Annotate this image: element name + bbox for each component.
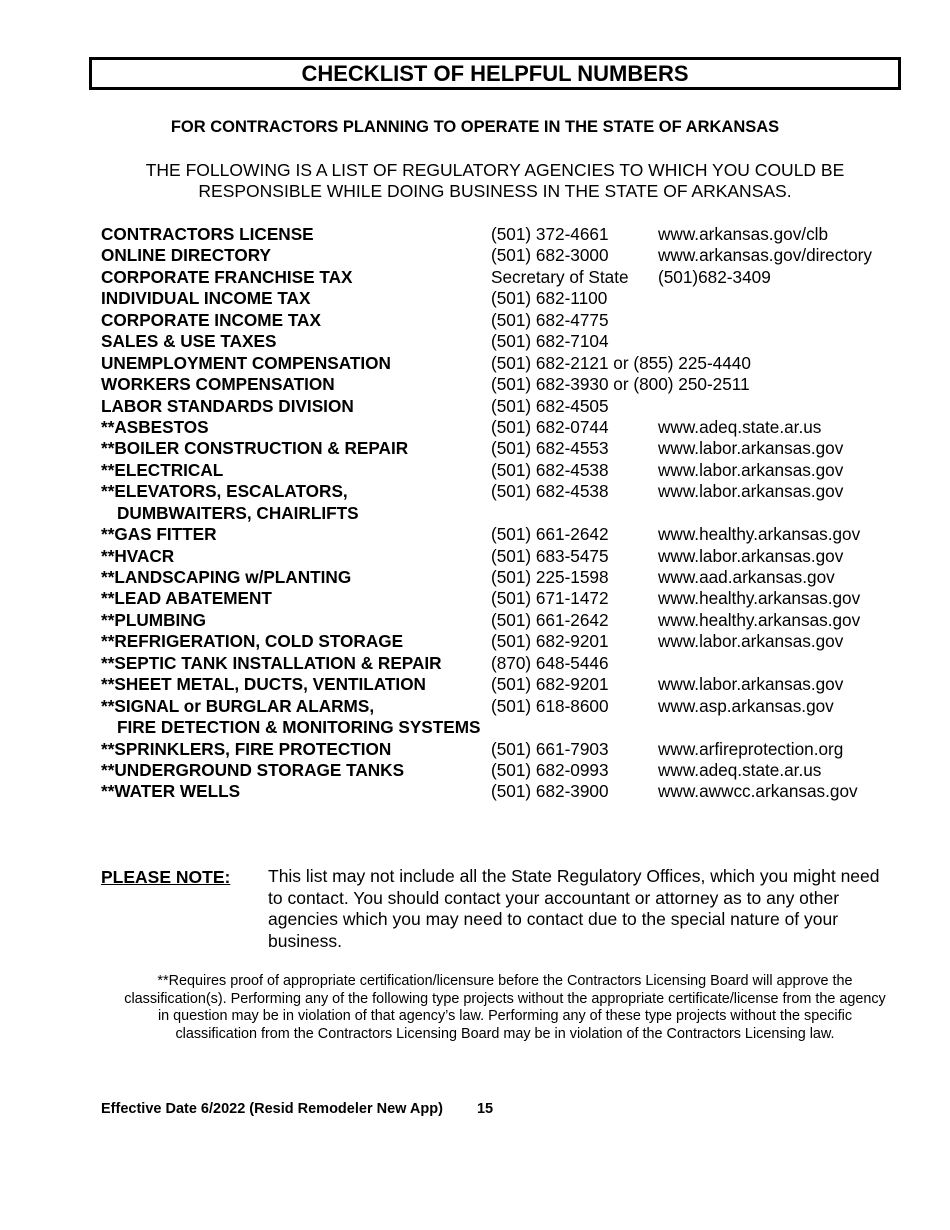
agency-row (101, 224, 921, 245)
agency-phone: (501) 682-2121 or (855) 225-4440 (491, 352, 751, 373)
agency-row (101, 438, 921, 459)
agency-name (101, 524, 217, 545)
agency-name-line1: INDIVIDUAL INCOME TAX (101, 288, 311, 309)
agency-phone: (501) 683-5475 (491, 545, 609, 566)
agency-phone: (501) 682-3000 (491, 245, 609, 266)
agency-phone: (501) 682-0993 (491, 759, 609, 780)
agency-name-line1: **PLUMBING (101, 609, 207, 630)
agency-name (101, 288, 310, 309)
agency-phone: (501) 682-4775 (491, 309, 609, 330)
agency-name-line1: **SEPTIC TANK INSTALLATION & REPAIR (101, 652, 442, 673)
agency-website: www.labor.arkansas.gov (658, 481, 844, 502)
agency-row (101, 331, 921, 352)
note-label: PLEASE NOTE: (101, 867, 231, 887)
agency-name (101, 224, 314, 245)
agency-row (101, 631, 921, 652)
agency-website: www.adeq.state.ar.us (658, 416, 822, 437)
agency-row (101, 374, 921, 395)
agency-name-line1: **WATER WELLS (101, 781, 241, 802)
agency-row (101, 245, 921, 266)
agency-row (101, 674, 921, 695)
agency-name-line1: **SIGNAL or BURGLAR ALARMS, (101, 695, 375, 716)
intro-paragraph: THE FOLLOWING IS A LIST OF REGULATORY AGENCIES TO WHICH YOU COULD BE RESPONSIBLE WHILE DOING BUSINESS IN THE STATE OF ARKANSAS. (145, 160, 845, 201)
agency-phone: (501) 682-4538 (491, 459, 609, 480)
agency-website: www.healthy.arkansas.gov (658, 609, 861, 630)
agency-website: www.adeq.state.ar.us (658, 759, 822, 780)
agency-phone: (501) 661-2642 (491, 524, 609, 545)
agency-website: www.aad.arkansas.gov (658, 567, 835, 588)
agency-name (101, 631, 403, 652)
agency-name-line1: **GAS FITTER (101, 524, 217, 545)
agency-row (101, 739, 921, 760)
agency-name-line1: **ELECTRICAL (101, 459, 224, 480)
agency-name (101, 760, 404, 781)
agency-row (101, 546, 921, 567)
page-number: 15 (476, 1101, 494, 1117)
footer (101, 1101, 493, 1117)
agency-row (101, 396, 921, 417)
agency-name (101, 567, 351, 588)
agency-row (101, 781, 921, 802)
agency-name-line1: **ELEVATORS, ESCALATORS, (101, 481, 348, 502)
agency-website: (501)682-3409 (658, 266, 771, 287)
agency-website: www.healthy.arkansas.gov (658, 524, 861, 545)
agency-name (101, 674, 426, 695)
agency-phone: Secretary of State (491, 266, 629, 287)
agency-row (101, 353, 921, 374)
agency-row (101, 524, 921, 545)
agency-row (101, 653, 921, 674)
agency-name-line1: **ASBESTOS (101, 416, 209, 437)
agency-phone: (501) 682-4538 (491, 481, 609, 502)
agency-row (101, 696, 921, 739)
agency-phone: (501) 618-8600 (491, 695, 609, 716)
agency-name (101, 310, 321, 331)
agency-website: www.arfireprotection.org (658, 738, 844, 759)
agency-phone: (501) 682-4505 (491, 395, 609, 416)
agency-name (101, 610, 206, 631)
agency-website: www.labor.arkansas.gov (658, 438, 844, 459)
agency-row (101, 610, 921, 631)
agency-name-line1: CORPORATE INCOME TAX (101, 309, 321, 330)
agency-website: www.healthy.arkansas.gov (658, 588, 861, 609)
agency-name-line1: **LANDSCAPING w/PLANTING (101, 567, 352, 588)
agency-phone: (501) 682-3900 (491, 781, 609, 802)
title-box (89, 57, 901, 90)
agency-name-line1: CORPORATE FRANCHISE TAX (101, 266, 353, 287)
agency-row (101, 760, 921, 781)
agency-website: www.labor.arkansas.gov (658, 545, 844, 566)
agency-phone: (501) 682-1100 (491, 288, 608, 309)
agency-row (101, 417, 921, 438)
agency-name (101, 396, 354, 417)
agency-name-line1: WORKERS COMPENSATION (101, 374, 335, 395)
agency-phone: (501) 372-4661 (491, 224, 609, 244)
agency-website: www.labor.arkansas.gov (658, 674, 844, 695)
agency-phone: (501) 661-7903 (491, 738, 609, 759)
agency-name-line1: CONTRACTORS LICENSE (101, 224, 314, 244)
agency-row (101, 460, 921, 481)
agency-name (101, 353, 391, 374)
agency-website: www.asp.arkansas.gov (658, 695, 834, 716)
agency-phone: (501) 682-9201 (491, 674, 609, 695)
agency-name-line1: **SHEET METAL, DUCTS, VENTILATION (101, 674, 426, 695)
subtitle: FOR CONTRACTORS PLANNING TO OPERATE IN THE STATE OF ARKANSAS (170, 118, 780, 136)
agency-phone: (501) 682-9201 (491, 631, 609, 652)
agency-name (101, 546, 174, 567)
agency-website: www.arkansas.gov/clb (658, 224, 829, 244)
agency-name-line1: LABOR STANDARDS DIVISION (101, 395, 354, 416)
agency-website: www.arkansas.gov/directory (658, 245, 872, 266)
agency-name-line1: **SPRINKLERS, FIRE PROTECTION (101, 738, 392, 759)
agency-name (101, 267, 352, 288)
agency-name (101, 438, 408, 459)
agency-name (101, 245, 271, 266)
agency-name (101, 696, 481, 739)
agency-name-line1: **LEAD ABATEMENT (101, 588, 272, 609)
agency-name-line1: **UNDERGROUND STORAGE TANKS (101, 759, 405, 780)
agency-phone: (501) 682-0744 (491, 416, 609, 437)
agency-row (101, 567, 921, 588)
agency-table (101, 224, 921, 803)
agency-row (101, 481, 921, 524)
agency-phone: (501) 671-1472 (491, 588, 609, 609)
agency-website: www.labor.arkansas.gov (658, 459, 844, 480)
agency-website: www.labor.arkansas.gov (658, 631, 844, 652)
agency-name (101, 739, 391, 760)
agency-website: www.awwcc.arkansas.gov (658, 781, 858, 802)
agency-name-line1: SALES & USE TAXES (101, 331, 277, 352)
agency-name-line1: ONLINE DIRECTORY (101, 245, 271, 266)
agency-name-line1: UNEMPLOYMENT COMPENSATION (101, 352, 391, 373)
page-title: CHECKLIST OF HELPFUL NUMBERS (301, 60, 689, 86)
footnote: **Requires proof of appropriate certification/licensure before the Contractors Licensing Board will approve the classification(s). Performing any of the following type projects without the appropriate certificate/license from the agency in question may be in violation of that agency’s law. Performing any of these type projects without the specific classification from the Contractors Licensing Board may be in violation of the Contractors Licensing law. (124, 973, 886, 1042)
agency-phone: (870) 648-5446 (491, 652, 609, 673)
agency-phone: (501) 661-2642 (491, 609, 609, 630)
agency-row (101, 288, 921, 309)
agency-phone: (501) 225-1598 (491, 567, 609, 588)
agency-name-line1: **BOILER CONSTRUCTION & REPAIR (101, 438, 409, 459)
agency-name (101, 481, 359, 524)
agency-name-line2: FIRE DETECTION & MONITORING SYSTEMS (117, 717, 481, 738)
agency-phone: (501) 682-7104 (491, 331, 609, 352)
agency-row (101, 310, 921, 331)
effective-date: Effective Date 6/2022 (Resid Remodeler New App) (101, 1101, 443, 1117)
agency-name-line1: **HVACR (101, 545, 175, 566)
agency-name (101, 781, 240, 802)
agency-name (101, 374, 335, 395)
agency-phone: (501) 682-4553 (491, 438, 609, 459)
agency-row (101, 267, 921, 288)
agency-name (101, 331, 276, 352)
agency-name (101, 588, 272, 609)
note-text: This list may not include all the State Regulatory Offices, which you might need to contact. You should contact your accountant or attorney as to any other agencies which you may need to contact due to the special nature of your business. (268, 866, 880, 951)
agency-name (101, 653, 442, 674)
agency-name (101, 417, 209, 438)
agency-name-line1: **REFRIGERATION, COLD STORAGE (101, 631, 404, 652)
agency-name-line2: DUMBWAITERS, CHAIRLIFTS (117, 502, 359, 523)
agency-row (101, 588, 921, 609)
agency-name (101, 460, 223, 481)
agency-phone: (501) 682-3930 or (800) 250-2511 (491, 374, 750, 395)
